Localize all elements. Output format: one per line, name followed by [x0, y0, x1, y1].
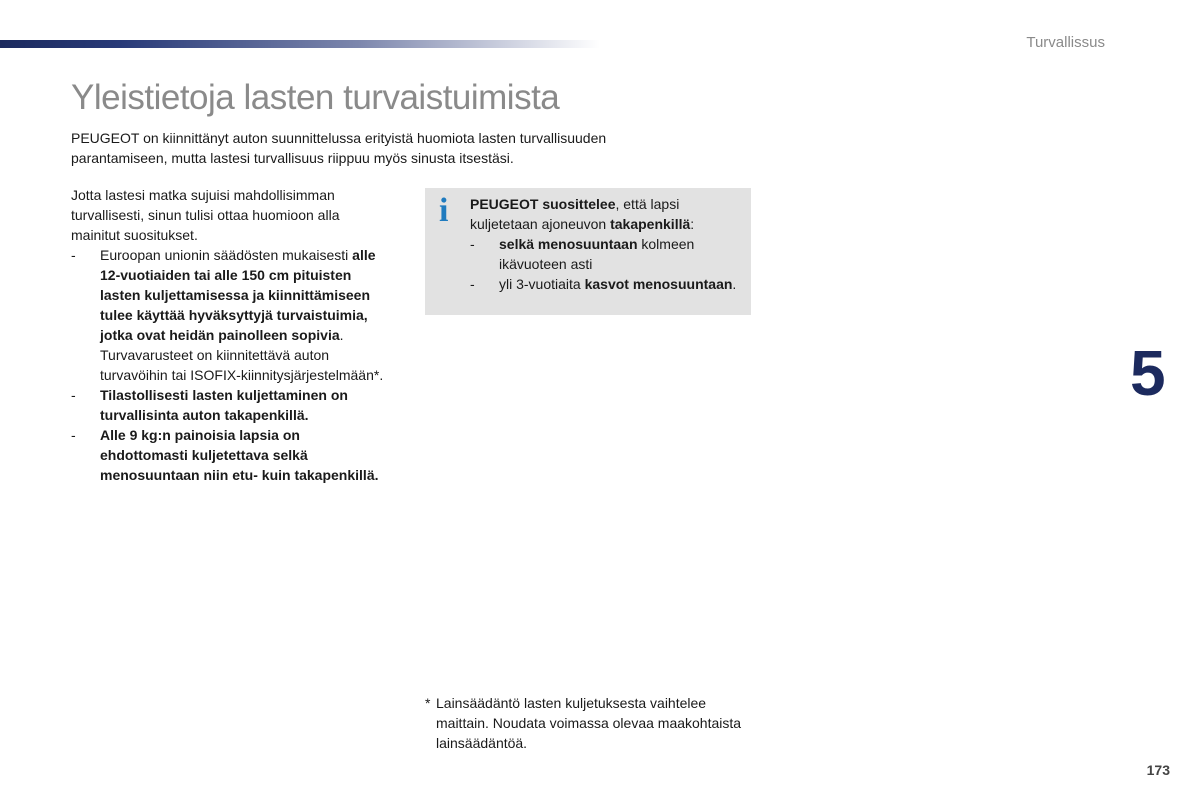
list-item-bold: alle 12-vuotiaiden tai alle 150 cm pituisten lasten kuljettamisessa ja kiinnittämiseen tulee käyttää hyväksyttyjä turvaistuimia, jotka ovat heidän painolleen sopivia	[100, 247, 376, 343]
info-list-text	[499, 274, 741, 294]
recommendations-lead: Jotta lastesi matka sujuisi mahdollisimman turvallisesti, sinun tulisi ottaa huomioon alla mainitut suositukset.	[71, 187, 340, 243]
info-list-item	[470, 274, 741, 294]
list-dash: -	[71, 427, 76, 443]
recommendations-column	[71, 185, 391, 485]
list-item-tail: Turvavarusteet on kiinnitettävä auton turvavöihin tai ISOFIX-kiinnitysjärjestelmään*.	[100, 347, 384, 383]
section-title: Turvallissus	[1026, 34, 1105, 51]
info-list-text	[499, 234, 741, 274]
info-box-text	[470, 194, 741, 234]
list-dash: -	[71, 387, 76, 403]
info-icon: i	[439, 192, 449, 229]
list-item	[71, 245, 391, 385]
info-bold: PEUGEOT suosittelee	[470, 196, 616, 212]
info-text: kolmeen ikävuoteen asti	[499, 236, 695, 272]
header-gradient-bar	[0, 40, 600, 48]
page-number: 173	[1146, 762, 1170, 778]
info-text: .	[732, 276, 737, 292]
list-item-text	[100, 245, 391, 385]
list-dash: -	[470, 236, 475, 252]
info-box	[425, 188, 751, 315]
list-item-bold: Tilastollisesti lasten kuljettaminen on turvallisinta auton takapenkillä.	[100, 387, 348, 423]
footnote-text: Lainsäädäntö lasten kuljetuksesta vaihtelee maittain. Noudata voimassa olevaa maakohtaista lainsäädäntöä.	[436, 695, 742, 751]
list-item-period: .	[339, 327, 344, 343]
list-item-plain: Euroopan unionin säädösten mukaisesti	[100, 247, 349, 263]
info-bold: selkä menosuuntaan	[499, 236, 638, 252]
list-item-bold: Alle 9 kg:n painoisia lapsia on ehdottomasti kuljetettava selkä menosuuntaan niin etu- kuin takapenkillä.	[100, 427, 379, 483]
info-bold: kasvot menosuuntaan	[584, 276, 733, 292]
page-title: Yleistietoja lasten turvaistuimista	[71, 78, 560, 117]
info-text: :	[690, 216, 695, 232]
footnote	[425, 693, 755, 753]
list-dash: -	[470, 276, 475, 292]
list-dash: -	[71, 247, 76, 263]
list-item	[71, 385, 391, 425]
list-item	[71, 425, 391, 485]
info-list-item	[470, 234, 741, 274]
footnote-star: *	[425, 695, 431, 711]
info-text: , että lapsi kuljetetaan ajoneuvon	[470, 196, 680, 232]
info-text: yli 3-vuotiaita	[499, 276, 585, 292]
intro-paragraph: PEUGEOT on kiinnittänyt auton suunnittelussa erityistä huomiota lasten turvallisuuden parantamiseen, mutta lastesi turvallisuus riippuu myös sinusta itsestäsi.	[71, 130, 607, 166]
info-bold: takapenkillä	[610, 216, 691, 232]
chapter-number: 5	[1130, 337, 1166, 409]
